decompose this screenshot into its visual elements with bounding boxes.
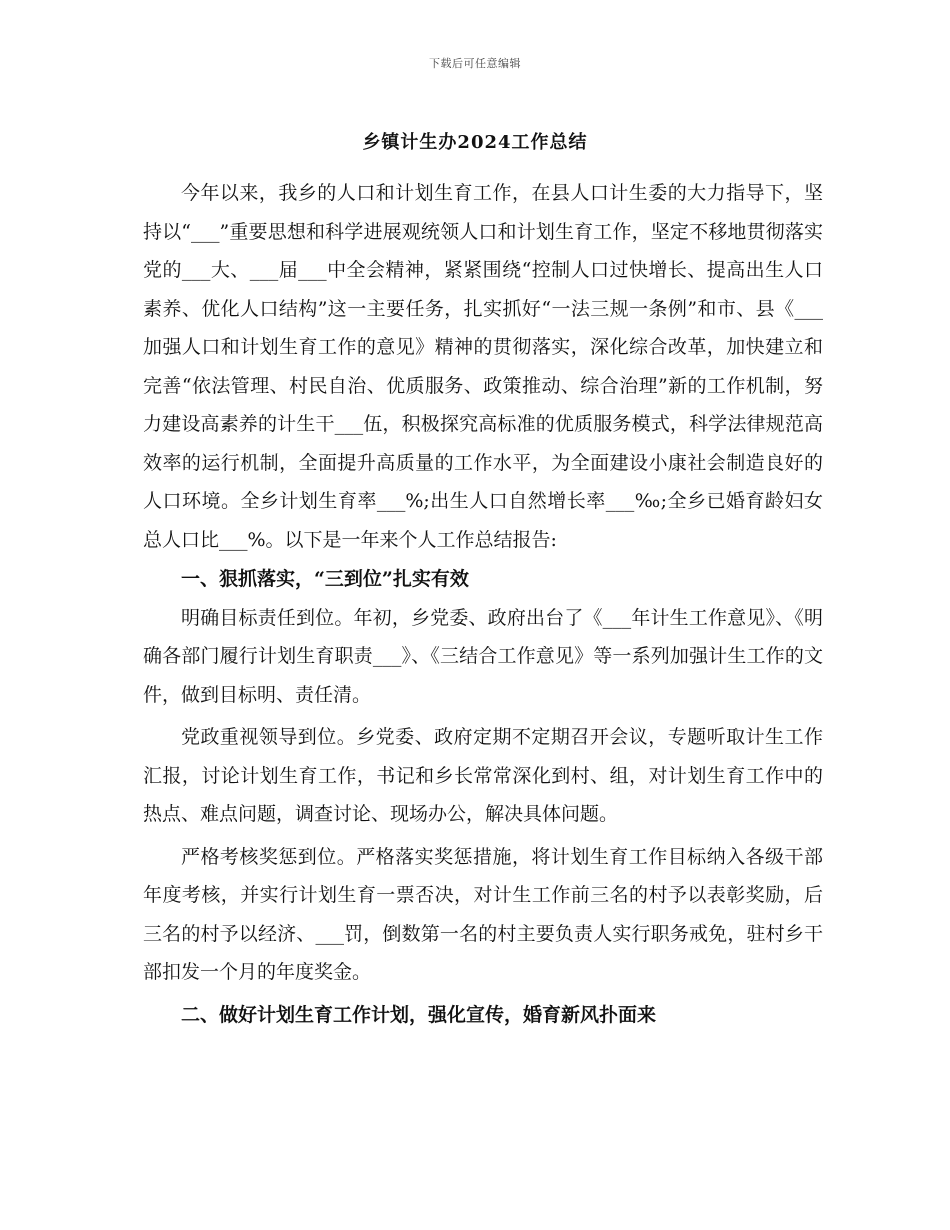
section-1-paragraph-2: 党政重视领导到位。乡党委、政府定期不定期召开会议，专题听取计生工作汇报，讨论计划生育工作，书记和乡长常常深化到村、组，对计划生育工作中的热点、难点问题，调查讨论、现场办公，解决具体问题。	[143, 726, 823, 825]
document-title: 乡镇计生办2024工作总结	[362, 132, 588, 153]
section-1-heading: 一、狠抓落实，“三到位”扎实有效	[181, 568, 469, 590]
document-body	[143, 174, 823, 1034]
section-2-heading: 二、做好计划生育工作计划，强化宣传，婚育新风扑面来	[181, 1003, 657, 1026]
section-1-paragraph-3: 严格考核奖惩到位。严格落实奖惩措施，将计划生育工作目标纳入各级干部年度考核，并实行计划生育一票否决，对计生工作前三名的村予以表彰奖励，后三名的村予以经济、___罚，倒数第一名的村主要负责人实行职务戒免，驻村乡干部扣发一个月的年度奖金。	[143, 845, 823, 983]
intro-paragraph: 今年以来，我乡的人口和计划生育工作，在县人口计生委的大力指导下，坚持以“___”重要思想和科学进展观统领人口和计划生育工作，坚定不移地贯彻落实党的___大、___届___中全会精神，紧紧围绕“控制人口过快增长、提高出生人口素养、优化人口结构”这一主要任务，扎实抓好“一法三规一条例”和市、县《___加强人口和计划生育工作的意见》精神的贯彻落实，深化综合改革，加快建立和完善“依法管理、村民自治、优质服务、政策推动、综合治理”新的工作机制，努力建设高素养的计生干___伍，积极探究高标准的优质服务模式，科学法律规范高效率的运行机制，全面提升高质量的工作水平，为全面建设小康社会制造良好的人口环境。全乡计划生育率___%;出生人口自然增长率___‰;全乡已婚育龄妇女总人口比___%。以下是一年来个人工作总结报告:	[143, 182, 823, 551]
section-1-paragraph-1: 明确目标责任到位。年初，乡党委、政府出台了《___年计生工作意见》、《明确各部门履行计划生育职责___》、《三结合工作意见》等一系列加强计生工作的文件，做到目标明、责任清。	[143, 606, 823, 706]
page-header-note: 下载后可任意编辑	[429, 57, 521, 70]
